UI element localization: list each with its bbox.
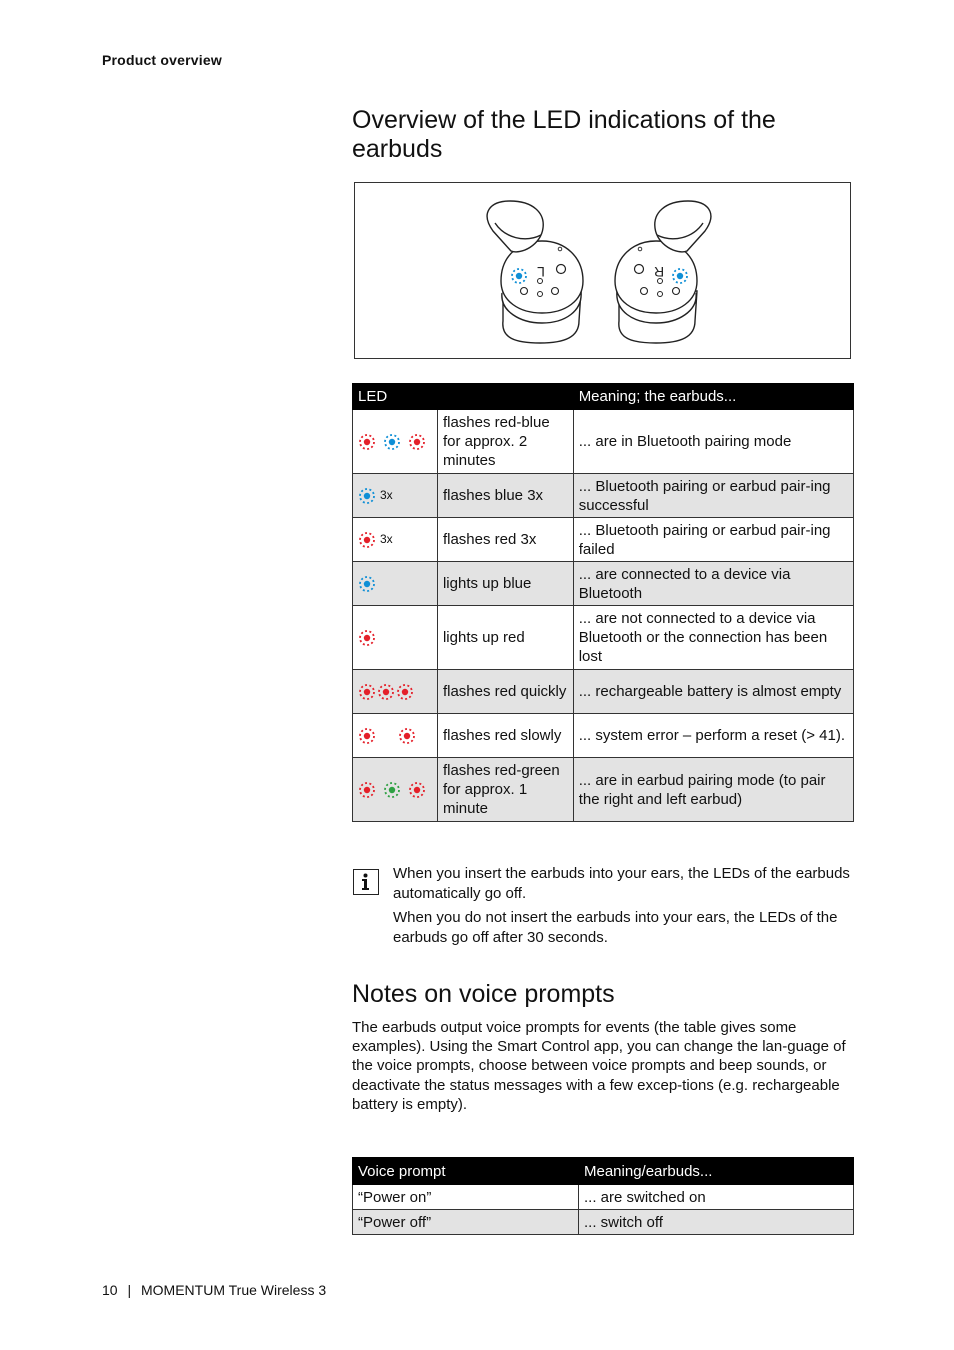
section-header: Product overview: [102, 52, 222, 68]
led-cell: flashes red-green for approx. 1 minute: [437, 758, 573, 822]
voice-section-title: Notes on voice prompts: [352, 980, 615, 1008]
meaning-cell: ... Bluetooth pairing or earbud pair-ing successful: [573, 474, 853, 518]
meaning-cell: ... are in Bluetooth pairing mode: [573, 410, 853, 474]
table-row: [353, 474, 854, 518]
red-led-icon: [398, 727, 416, 745]
blue-led-icon: [383, 433, 401, 451]
red-blue-red-flash-icons: [353, 410, 438, 474]
red-led-icon: [358, 629, 376, 647]
voice-prompt-cell: “Power off”: [353, 1210, 579, 1235]
blue-solid-icon-cell: [353, 562, 438, 606]
red-led-icon: [358, 781, 376, 799]
led-cell: flashes red quickly: [437, 670, 573, 714]
red-led-icon: [358, 531, 376, 549]
led-cell: flashes blue 3x: [437, 474, 573, 518]
info-note: [393, 864, 855, 952]
right-earbud-letter: R: [653, 264, 665, 280]
left-earbud-letter: L: [537, 264, 545, 280]
led-cell: lights up blue: [437, 562, 573, 606]
earbuds-figure: [354, 182, 851, 359]
left-earbud: [487, 201, 583, 343]
blue-led-icon: [358, 487, 376, 505]
meaning-cell: ... are connected to a device via Bluetooth: [573, 562, 853, 606]
led-cell: flashes red 3x: [437, 518, 573, 562]
led-cell: flashes red slowly: [437, 714, 573, 758]
count-label: 3x: [380, 532, 393, 547]
table-row: [353, 1210, 854, 1235]
meaning-cell: ... are in earbud pairing mode (to pair the right and left earbud): [573, 758, 853, 822]
meaning-cell: ... system error – perform a reset (> 41).: [573, 714, 853, 758]
info-icon: [353, 869, 379, 895]
led-cell: flashes red-blue for approx. 2 minutes: [437, 410, 573, 474]
meaning-cell: ... are switched on: [579, 1185, 854, 1210]
column-header-led: LED: [353, 384, 574, 410]
red-green-red-flash-icons: [353, 758, 438, 822]
red-led-icon: [358, 433, 376, 451]
blue-led-icon: [358, 575, 376, 593]
table-row: [353, 714, 854, 758]
voice-prompts-table: [352, 1157, 854, 1235]
voice-section-paragraph: The earbuds output voice prompts for events (the table gives some examples). Using the Smart Control app, you can change the lan-guage of the voice prompts, choose between voice prompts and beep sounds, or deactivate the status messages with a few excep-tions (e.g. rechargeable battery is empty).: [352, 1019, 846, 1113]
earbuds-illustration: [355, 183, 850, 358]
red-led-icon: [377, 683, 395, 701]
table-header-row: [353, 1158, 854, 1185]
red-led-icon: [396, 683, 414, 701]
red-led-icon: [358, 683, 376, 701]
info-paragraph-1: When you insert the earbuds into your ears, the LEDs of the earbuds automatically go off.: [393, 865, 850, 902]
red-quick-flash-icons: [353, 670, 438, 714]
red-slow-flash-icons: [353, 714, 438, 758]
table-header-row: [353, 384, 854, 410]
table-row: [353, 758, 854, 822]
red-3x-icon-cell: [353, 518, 438, 562]
red-led-icon: [408, 781, 426, 799]
page-number: 10: [102, 1282, 118, 1298]
led-section-title: Overview of the LED indications of the earbuds: [352, 106, 776, 163]
table-row: [353, 606, 854, 670]
table-row: [353, 410, 854, 474]
green-led-icon: [383, 781, 401, 799]
red-solid-icon-cell: [353, 606, 438, 670]
meaning-cell: ... switch off: [579, 1210, 854, 1235]
table-row: [353, 1185, 854, 1210]
red-led-icon: [358, 727, 376, 745]
table-row: [353, 670, 854, 714]
meaning-cell: ... Bluetooth pairing or earbud pair-ing failed: [573, 518, 853, 562]
table-row: [353, 518, 854, 562]
column-header-meaning: Meaning; the earbuds...: [573, 384, 853, 410]
footer-separator: |: [127, 1282, 132, 1298]
column-header-meaning: Meaning/earbuds...: [579, 1158, 854, 1185]
column-header-voice-prompt: Voice prompt: [353, 1158, 579, 1185]
meaning-cell: ... are not connected to a device via Bluetooth or the connection has been lost: [573, 606, 853, 670]
table-row: [353, 562, 854, 606]
led-indications-table: [352, 383, 854, 822]
red-led-icon: [408, 433, 426, 451]
product-name: MOMENTUM True Wireless 3: [141, 1282, 327, 1298]
voice-prompt-cell: “Power on”: [353, 1185, 579, 1210]
blue-3x-icon-cell: [353, 474, 438, 518]
page-footer: [102, 1282, 326, 1298]
count-label: 3x: [380, 488, 393, 503]
led-cell: lights up red: [437, 606, 573, 670]
meaning-cell: ... rechargeable battery is almost empty: [573, 670, 853, 714]
info-paragraph-2: When you do not insert the earbuds into your ears, the LEDs of the earbuds go off after 30 seconds.: [393, 909, 838, 946]
